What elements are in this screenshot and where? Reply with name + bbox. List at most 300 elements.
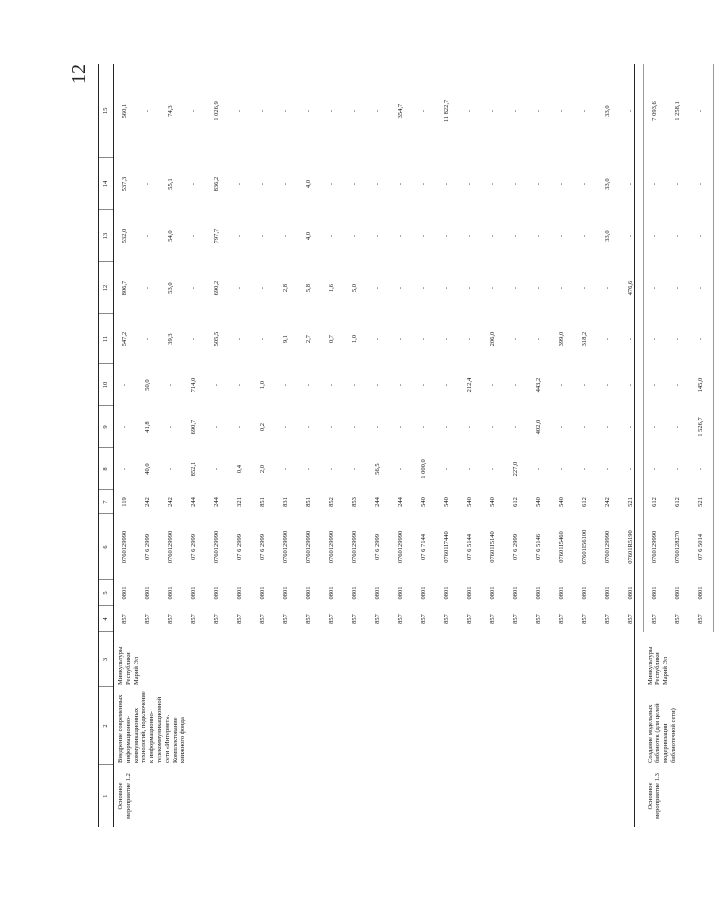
table-cell: 0801 (466, 586, 474, 600)
table-cell: 0801 (236, 586, 244, 600)
table-cell: 857 (466, 614, 474, 624)
table-cell: 852 (328, 497, 336, 507)
table-cell: - (690, 210, 714, 262)
table-cell: - (558, 182, 566, 186)
table-cell: 1 526,7 (690, 406, 714, 448)
table-cell: 1,0 (351, 334, 359, 344)
table-cell: 07 6 2999 (190, 534, 198, 560)
responsible-executor: Минкультуры Республики Марий Эл (646, 646, 670, 685)
table-cell: 55,1 (167, 178, 175, 190)
table-cell: - (581, 286, 589, 290)
table-cell: 33,0 (604, 178, 612, 190)
table-cell: - (305, 383, 313, 387)
table-cell: - (374, 234, 382, 238)
table-cell: 244 (190, 497, 198, 507)
table-cell: - (690, 158, 714, 210)
table-cell: - (620, 64, 644, 158)
table-cell: 505,5 (213, 331, 221, 347)
table-cell: - (651, 337, 659, 341)
table-cell: 1 000,0 (420, 459, 428, 479)
table-cell: 0760129990 (213, 530, 221, 564)
table-cell: 5,0 (351, 283, 359, 293)
table-cell: 0801 (558, 586, 566, 600)
table-cell: - (374, 425, 382, 429)
table-cell: 857 (374, 614, 382, 624)
table-cell: - (604, 337, 612, 341)
table-cell: - (236, 286, 244, 290)
table-cell: - (282, 383, 290, 387)
table-cell: 476,6 (620, 262, 644, 314)
table-cell: 07 6 5146 (535, 534, 543, 560)
table-cell: - (535, 337, 543, 341)
column-header: 12 (99, 262, 114, 314)
table-cell: 145,0 (690, 364, 714, 406)
table-cell: - (328, 467, 336, 471)
column-header: 8 (99, 448, 114, 490)
table-cell: - (443, 286, 451, 290)
table-cell: 318,2 (581, 331, 589, 347)
table-cell: - (443, 425, 451, 429)
table-cell: - (397, 182, 405, 186)
table-cell: - (397, 467, 405, 471)
table-cell: - (620, 364, 644, 406)
table-cell: 0801 (144, 586, 152, 600)
table-cell: - (466, 182, 474, 186)
table-cell: 5,8 (305, 283, 313, 293)
table-cell: - (420, 182, 428, 186)
table-cell: 857 (397, 614, 405, 624)
table-cell: - (305, 109, 313, 113)
table-cell: - (443, 467, 451, 471)
column-header: 10 (99, 364, 114, 406)
table-cell: 0801 (213, 586, 221, 600)
table-cell: 851 (259, 497, 267, 507)
table-cell: 07 6 5144 (466, 534, 474, 560)
table-cell: 831 (282, 497, 290, 507)
budget-table (98, 64, 714, 827)
table-cell: 07601I7440 (443, 531, 451, 563)
table-cell: - (351, 467, 359, 471)
table-cell: - (620, 314, 644, 364)
table-cell: - (305, 425, 313, 429)
table-cell: - (466, 467, 474, 471)
table-cell: 0801 (581, 586, 589, 600)
table-cell: - (236, 234, 244, 238)
table-cell: - (466, 337, 474, 341)
column-header: 5 (99, 580, 114, 606)
column-header: 1 (99, 765, 114, 827)
table-cell: - (604, 425, 612, 429)
table-cell: - (351, 383, 359, 387)
table-cell: - (674, 425, 682, 429)
table-cell: 537,3 (121, 176, 129, 192)
table-cell: 857 (121, 614, 129, 624)
table-cell: 857 (420, 614, 428, 624)
table-cell: - (259, 109, 267, 113)
table-cell: - (144, 182, 152, 186)
table-cell: - (397, 425, 405, 429)
table-cell: 07601I5140 (489, 531, 497, 563)
table-cell: - (651, 467, 659, 471)
table-cell: - (190, 109, 198, 113)
table-cell: - (282, 425, 290, 429)
table-cell: - (328, 383, 336, 387)
table-cell: 0801 (512, 586, 520, 600)
table-cell: 07 6 2999 (259, 534, 267, 560)
table-cell: 521 (620, 490, 644, 514)
table-cell: 39,3 (167, 333, 175, 345)
table-cell: - (144, 109, 152, 113)
table-cell: - (604, 286, 612, 290)
table-cell: - (581, 234, 589, 238)
table-cell: 0801 (305, 586, 313, 600)
table-cell: - (489, 182, 497, 186)
table-cell: - (466, 286, 474, 290)
table-cell: - (374, 337, 382, 341)
table-cell: 612 (651, 497, 659, 507)
table-cell: - (190, 337, 198, 341)
table-cell: - (443, 383, 451, 387)
measure-direction: Внедрение современных информационно-коммуникационных технологий, подключение к информационно-телекоммуникационной сети «Интернет». Комплектование книжного фонда (117, 691, 187, 763)
table-cell: 0801 (351, 586, 359, 600)
table-cell: 07 6 2999 (512, 534, 520, 560)
table-cell: - (121, 467, 129, 471)
table-cell: 41,8 (144, 421, 152, 433)
table-cell: - (236, 425, 244, 429)
table-cell: - (420, 234, 428, 238)
table-cell: - (167, 467, 175, 471)
table-cell: - (558, 109, 566, 113)
table-cell: 244 (213, 497, 221, 507)
table-cell: - (213, 425, 221, 429)
table-cell: - (466, 425, 474, 429)
table-cell: 0760129990 (397, 530, 405, 564)
table-cell: 74,3 (167, 105, 175, 117)
table-cell: - (397, 337, 405, 341)
table-cell: 857 (581, 614, 589, 624)
table-cell: 07 6 2999 (374, 534, 382, 560)
table-cell: - (443, 182, 451, 186)
table-cell: - (674, 286, 682, 290)
table-cell: - (581, 467, 589, 471)
table-cell: 244 (397, 497, 405, 507)
table-row (644, 64, 668, 827)
table-cell: 857 (690, 606, 714, 632)
table-cell: - (420, 337, 428, 341)
measure-title: Основное мероприятие 1.2 (117, 773, 132, 819)
table-cell: - (581, 383, 589, 387)
table-cell: 443,2 (535, 377, 543, 393)
table-cell: - (466, 234, 474, 238)
table-cell: 857 (651, 614, 659, 624)
responsible-executor: Минкультуры Республики Марий Эл (117, 646, 140, 685)
column-header: 9 (99, 406, 114, 448)
page-number: 12 (68, 64, 90, 84)
table-cell: - (213, 383, 221, 387)
table-cell: 540 (466, 497, 474, 507)
table-cell: - (512, 109, 520, 113)
table-cell: - (236, 383, 244, 387)
measure-direction: Создание модельных библиотек (для целей модернизации библиотечной сети) (646, 703, 677, 763)
measure-title: Основное мероприятие 1.3 (646, 773, 662, 819)
table-cell: 399,0 (558, 331, 566, 347)
table-cell: - (282, 467, 290, 471)
table-cell: - (620, 210, 644, 262)
table-cell: 07601R5190 (620, 514, 644, 580)
table-cell: 612 (512, 497, 520, 507)
table-cell: - (236, 109, 244, 113)
table-cell: 836,2 (213, 176, 221, 192)
table-cell: 53,0 (167, 282, 175, 294)
table-cell: - (535, 234, 543, 238)
table-cell: 857 (190, 614, 198, 624)
table-cell: - (512, 425, 520, 429)
table-cell: 857 (259, 614, 267, 624)
table-cell: - (620, 406, 644, 448)
table-cell: 540 (535, 497, 543, 507)
table-cell: - (674, 182, 682, 186)
table-cell: - (420, 109, 428, 113)
table-cell: - (535, 467, 543, 471)
table-cell: 0,7 (328, 334, 336, 344)
table-cell: 354,7 (397, 103, 405, 119)
table-cell: - (620, 448, 644, 490)
table-row (114, 64, 138, 827)
table-cell: - (144, 286, 152, 290)
table-cell: - (259, 286, 267, 290)
table-cell: - (443, 337, 451, 341)
table-cell: 690,7 (190, 419, 198, 435)
table-cell: - (489, 383, 497, 387)
table-cell: 0801 (259, 586, 267, 600)
table-cell: 242 (144, 497, 152, 507)
table-cell: 532,0 (121, 228, 129, 244)
table-cell: - (236, 182, 244, 186)
table-cell: 242 (604, 497, 612, 507)
table-cell: - (558, 383, 566, 387)
table-cell: - (512, 337, 520, 341)
table-cell: - (558, 286, 566, 290)
table-cell: - (620, 158, 644, 210)
table-cell: - (305, 467, 313, 471)
table-cell: - (282, 234, 290, 238)
table-cell: 4,0 (305, 179, 313, 189)
table-cell: 806,7 (121, 280, 129, 296)
table-cell: 857 (305, 614, 313, 624)
table-cell: 560,1 (121, 103, 129, 119)
table-cell: 857 (489, 614, 497, 624)
table-cell: 857 (167, 614, 175, 624)
table-cell: 0801 (489, 586, 497, 600)
table-cell: 857 (535, 614, 543, 624)
table-bottom-rule (634, 64, 635, 827)
table-cell: - (512, 383, 520, 387)
table-cell: 0801 (620, 580, 644, 606)
table-cell: - (328, 234, 336, 238)
table-cell: 0801 (604, 586, 612, 600)
table-cell: 857 (282, 614, 290, 624)
table-cell: 227,0 (512, 461, 520, 477)
column-header: 13 (99, 210, 114, 262)
table-cell: - (581, 109, 589, 113)
table-cell: 0801 (674, 586, 682, 600)
table-cell: 0760129990 (328, 530, 336, 564)
table-cell: - (535, 182, 543, 186)
table-cell: 0801 (651, 586, 659, 600)
table-cell: 2,8 (282, 283, 290, 293)
table-cell: - (558, 425, 566, 429)
table-cell: - (397, 234, 405, 238)
table-cell: 07 6 7144 (420, 534, 428, 560)
table-cell: - (489, 286, 497, 290)
table-cell: - (397, 383, 405, 387)
table-cell: 0760129990 (167, 530, 175, 564)
column-header: 4 (99, 606, 114, 632)
table-cell: 857 (213, 614, 221, 624)
table-cell: 33,0 (604, 105, 612, 117)
table-cell: - (144, 234, 152, 238)
table-cell: - (558, 467, 566, 471)
table-cell: 714,0 (190, 377, 198, 393)
table-cell: 50,0 (144, 379, 152, 391)
table-cell: 797,7 (213, 228, 221, 244)
table-cell: - (420, 383, 428, 387)
table-cell: - (420, 425, 428, 429)
table-cell: - (489, 425, 497, 429)
table-cell: 0801 (167, 586, 175, 600)
table-cell: - (674, 234, 682, 238)
table-cell: 0760129990 (651, 530, 659, 564)
table-cell: 1,0 (259, 380, 267, 390)
table-cell: - (190, 182, 198, 186)
table-cell: 40,0 (144, 463, 152, 475)
table-cell: - (282, 182, 290, 186)
table-cell: 0801 (690, 580, 714, 606)
table-cell: - (651, 425, 659, 429)
table-cell: 33,0 (604, 230, 612, 242)
table-cell: 857 (236, 614, 244, 624)
table-cell: - (604, 467, 612, 471)
table-cell: - (374, 182, 382, 186)
table-cell: - (489, 467, 497, 471)
table-cell: - (651, 383, 659, 387)
column-header: 11 (99, 314, 114, 364)
table-cell: 0801 (328, 586, 336, 600)
table-cell: - (489, 234, 497, 238)
table-cell: 1,6 (328, 283, 336, 293)
table-cell: - (282, 109, 290, 113)
table-cell: 242 (167, 497, 175, 507)
table-cell: - (121, 383, 129, 387)
table-cell: 857 (604, 614, 612, 624)
table-cell: - (351, 234, 359, 238)
table-cell: - (690, 64, 714, 158)
table-cell: 857 (144, 614, 152, 624)
table-cell: 0801 (420, 586, 428, 600)
table-cell: 852,1 (190, 461, 198, 477)
table-cell: 857 (620, 606, 644, 632)
table-cell: - (558, 234, 566, 238)
table-cell: 11 822,7 (443, 99, 451, 123)
table-cell: 857 (558, 614, 566, 624)
table-cell: 1 026,9 (213, 101, 221, 121)
table-cell: 0760129990 (305, 530, 313, 564)
column-header: 15 (99, 64, 114, 158)
table-cell: 0801 (190, 586, 198, 600)
table-cell: - (512, 286, 520, 290)
table-cell: - (604, 383, 612, 387)
table-cell: - (674, 467, 682, 471)
table-cell: 0801 (397, 586, 405, 600)
table-cell: 0760129990 (121, 530, 129, 564)
table-cell: 0801 (282, 586, 290, 600)
table-cell: 857 (328, 614, 336, 624)
table-cell: - (328, 109, 336, 113)
table-cell: - (690, 448, 714, 490)
table-cell: - (259, 182, 267, 186)
table-cell: - (651, 286, 659, 290)
table-cell: 0801 (121, 586, 129, 600)
table-cell: - (512, 234, 520, 238)
table-cell: 540 (420, 497, 428, 507)
column-header: 2 (99, 687, 114, 765)
table-cell: 857 (512, 614, 520, 624)
table-cell: 0760129990 (282, 530, 290, 564)
table-cell: 0,4 (236, 464, 244, 474)
table-cell: 321 (236, 497, 244, 507)
table-cell: - (535, 109, 543, 113)
table-cell: - (651, 182, 659, 186)
table-cell: - (144, 337, 152, 341)
table-cell: 851 (305, 497, 313, 507)
table-cell: 07 6 2999 (236, 534, 244, 560)
table-cell: 07 6 5014 (690, 514, 714, 580)
table-cell: - (466, 109, 474, 113)
column-header: 14 (99, 158, 114, 210)
table-cell: - (535, 286, 543, 290)
table-cell: - (651, 234, 659, 238)
table-cell: 4,0 (305, 231, 313, 241)
table-cell: 0,2 (259, 422, 267, 432)
table-cell: - (121, 425, 129, 429)
table-cell: 0801 (374, 586, 382, 600)
table-cell: 540 (443, 497, 451, 507)
table-cell: 540 (489, 497, 497, 507)
table-cell: 857 (351, 614, 359, 624)
table-cell: - (259, 234, 267, 238)
table-cell: 1 258,1 (674, 101, 682, 121)
table-cell: 857 (443, 614, 451, 624)
table-cell: 2,7 (305, 334, 313, 344)
table-cell: 212,4 (466, 377, 474, 393)
table-cell: 56,5 (374, 463, 382, 475)
table-cell: - (581, 182, 589, 186)
table-cell: - (328, 425, 336, 429)
table-cell: 9,1 (282, 334, 290, 344)
table-cell: 54,0 (167, 230, 175, 242)
column-header: 3 (99, 632, 114, 687)
table-cell: - (351, 425, 359, 429)
table-cell: 07601I5460 (558, 531, 566, 563)
table-cell: 0760128270 (674, 530, 682, 564)
table-cell: - (190, 286, 198, 290)
table-cell: 547,2 (121, 331, 129, 347)
column-header: 7 (99, 490, 114, 514)
table-cell: - (690, 314, 714, 364)
table-cell: 0760129990 (604, 530, 612, 564)
table-cell: - (512, 182, 520, 186)
table-cell: - (374, 383, 382, 387)
